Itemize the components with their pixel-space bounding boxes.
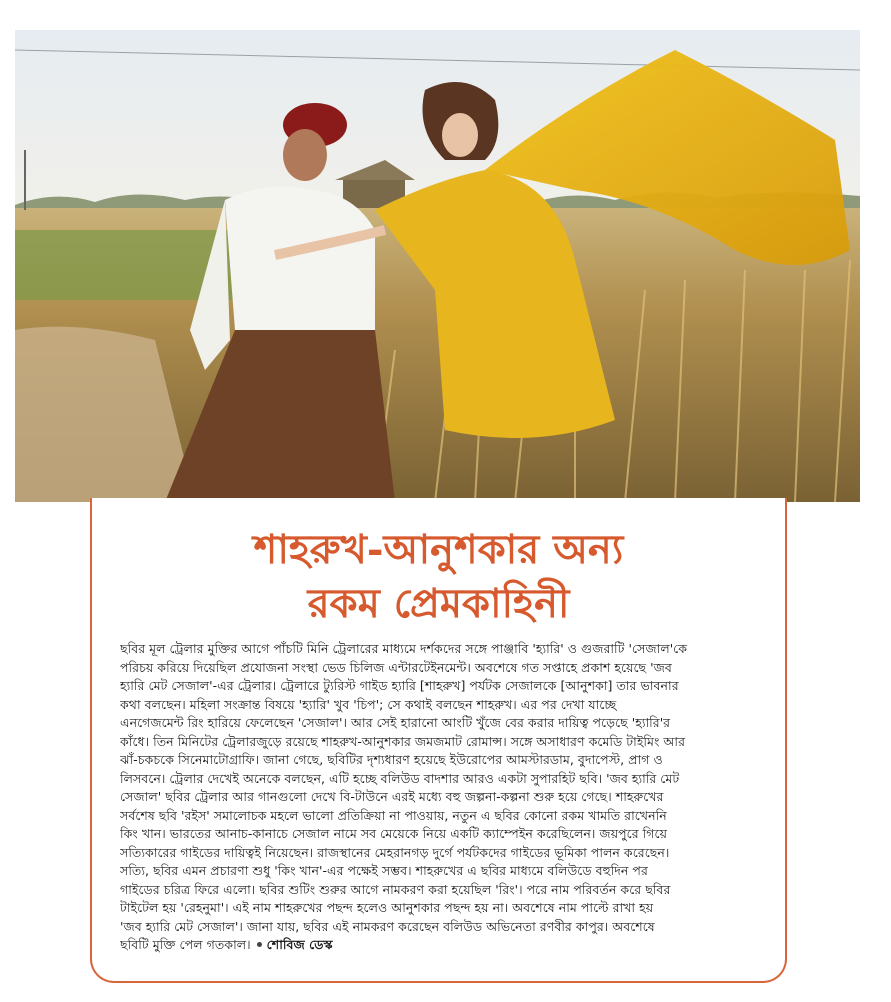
body-line: কথা বলছেন। মহিলা সংক্রান্ত বিষয়ে 'হ্যারি' খুব 'চিপ'; সে কথাই বলছেন শাহরুখ। এর পর দেখা যাচ্ছে <box>120 696 617 712</box>
article-body <box>120 640 760 955</box>
body-line: কিং খান। ভারতের আনাচ-কানাচে সেজাল নামে সব মেয়েকে নিয়ে একটি ক্যাম্পেইন করেছিলেন। জয়পুরে গিয়ে <box>120 826 667 841</box>
headline-line-1: শাহরুখ-আনুশকার অন্য <box>253 526 624 573</box>
body-line: 'জব হ্যারি মেট সেজাল'। জানা যায়, ছবির এই নামকরণ করেছেন বলিউড অভিনেতা রণবীর কাপুর। অবশেষে <box>120 918 655 934</box>
body-line: সত্যি, ছবির এমন প্রচারণা শুধু 'কিং খান'-এর পক্ষেই সম্ভব। শাহরুখের এ ছবির মাধ্যমে বলিউডে বহুদিন পর <box>120 863 648 878</box>
body-line: লিসবনে। ট্রেলার দেখেই অনেকে বলছেন, এটি হচ্ছে বলিউড বাদশার আরও একটা সুপারহিট ছবি। 'জব হ্যারি মেট <box>120 770 680 786</box>
body-line: গাইডের চরিত্র ফিরে এলো। ছবির শুটিং শুরুর আগে নামকরণ করা হয়েছিল 'রিং'। পরে নাম পরিবর্তন করে ছবির <box>120 881 671 897</box>
bullet-icon <box>257 942 262 947</box>
body-line: পরিচয় করিয়ে দিয়েছিল প্রযোজনা সংস্থা ভেড চিলিজ এন্টারটেইনমেন্ট। অবশেষে গত সপ্তাহে প্রকাশ হয়েছে 'জব <box>120 659 672 675</box>
body-line: টাইটেল হয় 'রেহনুমা'। এই নাম শাহরুখের পছন্দ হলেও আনুশকার পছন্দ হয় না। অবশেষে নাম পাল্টে রাখা হয় <box>120 900 654 915</box>
headline-line-2: রকম প্রেমকাহিনী <box>307 580 570 627</box>
body-line: সেজাল' ছবির ট্রেলার আর গানগুলো দেখে বি-টাউনে এরই মধ্যে বহু জল্পনা-কল্পনা শুরু হয়ে গেছে। শাহরুখের <box>120 789 664 804</box>
body-line: কাঁধে। তিন মিনিটের ট্রেলারজুড়ে রয়েছে শাহরুখ-আনুশকার জমজমাট রোমান্স। সঙ্গে অসাধারণ কমেডি টাইমিং আর <box>120 733 686 749</box>
body-line: হ্যারি মেট সেজাল'-এর ট্রেলার। ট্রেলারে ট্যুরিস্ট গাইড হ্যারি [শাহরুখ] পর্যটক সেজালকে [আনুশকা] তার ভাবনার <box>120 678 679 693</box>
body-line: এনগেজমেন্ট রিং হারিয়ে ফেলেছেন 'সেজাল'। আর সেই হারানো আংটি খুঁজে বের করার দায়িত্ব পড়েছে 'হ্যারি'র <box>120 715 671 730</box>
last-line-text: ছবিটি মুক্তি পেল গতকাল। <box>120 937 251 952</box>
body-line: ঝাঁ-চকচকে সিনেমাটোগ্রাফি। জানা গেছে, ছবিটির দৃশ্যধারণ হয়েছে ইউরোপের আমস্টারডাম, বুদাপেস্ট, প্রাগ ও <box>120 752 663 767</box>
byline: শোবিজ ডেস্ক <box>266 937 333 952</box>
body-line: ছবির মূল ট্রেলার মুক্তির আগে পাঁচটি মিনি ট্রেলারের মাধ্যমে দর্শকদের সঙ্গে পাঞ্জাবি 'হ্যারি' ও গুজরাটি 'সেজাল'কে <box>120 641 688 656</box>
article-card <box>90 498 787 983</box>
wheat-field-photo-illustration <box>15 30 860 502</box>
body-line-last <box>120 936 760 955</box>
article-photo <box>15 30 860 502</box>
body-line: সত্যিকারের গাইডের দায়িত্বই নিয়েছেন। রাজস্থানের মেহরানগড় দুর্গে পর্যটকদের গাইডের ভূমিকা পালন করেছেন। <box>120 844 670 860</box>
body-line: সর্বশেষ ছবি 'রইস' সমালোচক মহলে ভালো প্রতিক্রিয়া না পাওয়ায়, নতুন এ ছবির কোনো রকম খামতি রাখেননি <box>120 807 667 823</box>
